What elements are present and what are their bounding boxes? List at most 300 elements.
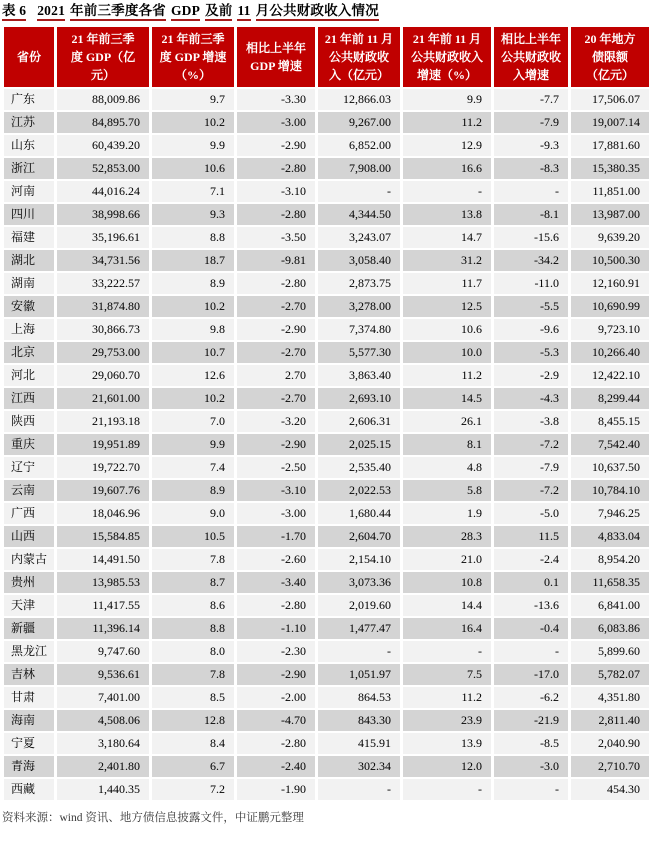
cell-fiscal_growth: - bbox=[403, 181, 491, 202]
cell-fiscal_growth: 10.6 bbox=[403, 319, 491, 340]
cell-debt_limit: 4,351.80 bbox=[571, 687, 649, 708]
cell-province: 黑龙江 bbox=[4, 641, 54, 662]
cell-province: 海南 bbox=[4, 710, 54, 731]
column-header-gdp_vs_h1: 相比上半年 GDP 增速 bbox=[237, 27, 315, 87]
cell-fiscal: 843.30 bbox=[318, 710, 400, 731]
table-title bbox=[2, 3, 650, 21]
cell-fiscal_vs_h1: - bbox=[494, 641, 568, 662]
table-row bbox=[4, 756, 649, 777]
cell-debt_limit: 2,710.70 bbox=[571, 756, 649, 777]
cell-fiscal_growth: - bbox=[403, 641, 491, 662]
cell-fiscal_growth: 7.5 bbox=[403, 664, 491, 685]
cell-fiscal: 415.91 bbox=[318, 733, 400, 754]
cell-gdp_vs_h1: -3.00 bbox=[237, 112, 315, 133]
table-row bbox=[4, 779, 649, 800]
cell-gdp_vs_h1: -2.90 bbox=[237, 434, 315, 455]
cell-fiscal_vs_h1: -8.1 bbox=[494, 204, 568, 225]
cell-province: 西藏 bbox=[4, 779, 54, 800]
cell-fiscal: 2,535.40 bbox=[318, 457, 400, 478]
cell-fiscal_growth: 8.1 bbox=[403, 434, 491, 455]
cell-gdp_vs_h1: -2.80 bbox=[237, 204, 315, 225]
cell-province: 云南 bbox=[4, 480, 54, 501]
cell-fiscal_vs_h1: - bbox=[494, 779, 568, 800]
cell-fiscal_growth: 16.6 bbox=[403, 158, 491, 179]
cell-fiscal: 3,863.40 bbox=[318, 365, 400, 386]
title-token: 表 6 bbox=[2, 3, 26, 21]
cell-province: 青海 bbox=[4, 756, 54, 777]
cell-province: 内蒙古 bbox=[4, 549, 54, 570]
table-row bbox=[4, 319, 649, 340]
cell-fiscal_vs_h1: -7.2 bbox=[494, 480, 568, 501]
cell-province: 山西 bbox=[4, 526, 54, 547]
cell-province: 宁夏 bbox=[4, 733, 54, 754]
cell-gdp_vs_h1: -2.70 bbox=[237, 296, 315, 317]
cell-fiscal_growth: 11.2 bbox=[403, 112, 491, 133]
cell-fiscal_vs_h1: -5.3 bbox=[494, 342, 568, 363]
cell-gdp_growth: 10.5 bbox=[152, 526, 234, 547]
cell-gdp_growth: 9.3 bbox=[152, 204, 234, 225]
cell-fiscal_vs_h1: -9.3 bbox=[494, 135, 568, 156]
table-row bbox=[4, 618, 649, 639]
table-row bbox=[4, 503, 649, 524]
cell-gdp_growth: 12.8 bbox=[152, 710, 234, 731]
cell-fiscal_vs_h1: -9.6 bbox=[494, 319, 568, 340]
cell-debt_limit: 2,040.90 bbox=[571, 733, 649, 754]
cell-debt_limit: 10,637.50 bbox=[571, 457, 649, 478]
cell-gdp: 31,874.80 bbox=[57, 296, 149, 317]
cell-fiscal_vs_h1: -17.0 bbox=[494, 664, 568, 685]
cell-gdp_vs_h1: -2.80 bbox=[237, 733, 315, 754]
table-row bbox=[4, 733, 649, 754]
cell-gdp_vs_h1: -3.50 bbox=[237, 227, 315, 248]
cell-province: 天津 bbox=[4, 595, 54, 616]
cell-fiscal_growth: 13.8 bbox=[403, 204, 491, 225]
table-row bbox=[4, 480, 649, 501]
table-row bbox=[4, 572, 649, 593]
cell-gdp_growth: 9.8 bbox=[152, 319, 234, 340]
cell-fiscal_growth: 21.0 bbox=[403, 549, 491, 570]
cell-gdp_vs_h1: -2.80 bbox=[237, 158, 315, 179]
cell-gdp_growth: 9.9 bbox=[152, 434, 234, 455]
cell-province: 北京 bbox=[4, 342, 54, 363]
table-row bbox=[4, 641, 649, 662]
cell-fiscal_growth: 12.9 bbox=[403, 135, 491, 156]
cell-fiscal: 1,051.97 bbox=[318, 664, 400, 685]
cell-fiscal_vs_h1: -6.2 bbox=[494, 687, 568, 708]
table-row bbox=[4, 204, 649, 225]
cell-province: 新疆 bbox=[4, 618, 54, 639]
column-header-fiscal_vs_h1: 相比上半年 公共财政收 入增速 bbox=[494, 27, 568, 87]
cell-province: 江西 bbox=[4, 388, 54, 409]
cell-fiscal: - bbox=[318, 779, 400, 800]
cell-gdp_growth: 7.1 bbox=[152, 181, 234, 202]
cell-fiscal: 3,243.07 bbox=[318, 227, 400, 248]
cell-fiscal_growth: 11.7 bbox=[403, 273, 491, 294]
cell-fiscal_vs_h1: -7.9 bbox=[494, 112, 568, 133]
cell-debt_limit: 454.30 bbox=[571, 779, 649, 800]
cell-gdp_growth: 8.8 bbox=[152, 227, 234, 248]
cell-gdp: 1,440.35 bbox=[57, 779, 149, 800]
cell-gdp: 60,439.20 bbox=[57, 135, 149, 156]
table-header-row bbox=[4, 27, 649, 87]
cell-fiscal_vs_h1: -2.4 bbox=[494, 549, 568, 570]
table-row bbox=[4, 250, 649, 271]
cell-fiscal_growth: - bbox=[403, 779, 491, 800]
cell-gdp_vs_h1: -3.20 bbox=[237, 411, 315, 432]
cell-fiscal_vs_h1: 0.1 bbox=[494, 572, 568, 593]
cell-debt_limit: 9,723.10 bbox=[571, 319, 649, 340]
cell-gdp_growth: 7.2 bbox=[152, 779, 234, 800]
cell-gdp: 44,016.24 bbox=[57, 181, 149, 202]
table-header bbox=[4, 27, 649, 87]
cell-gdp_vs_h1: -2.90 bbox=[237, 135, 315, 156]
cell-debt_limit: 7,542.40 bbox=[571, 434, 649, 455]
cell-gdp_growth: 9.0 bbox=[152, 503, 234, 524]
table-row bbox=[4, 388, 649, 409]
cell-fiscal: 4,344.50 bbox=[318, 204, 400, 225]
cell-fiscal: 3,058.40 bbox=[318, 250, 400, 271]
cell-province: 陕西 bbox=[4, 411, 54, 432]
cell-gdp: 34,731.56 bbox=[57, 250, 149, 271]
cell-fiscal_growth: 1.9 bbox=[403, 503, 491, 524]
cell-province: 贵州 bbox=[4, 572, 54, 593]
cell-gdp_growth: 8.8 bbox=[152, 618, 234, 639]
cell-fiscal_vs_h1: -4.3 bbox=[494, 388, 568, 409]
cell-gdp: 33,222.57 bbox=[57, 273, 149, 294]
cell-gdp_vs_h1: -3.00 bbox=[237, 503, 315, 524]
table-row bbox=[4, 342, 649, 363]
cell-fiscal_growth: 16.4 bbox=[403, 618, 491, 639]
cell-fiscal: 3,073.36 bbox=[318, 572, 400, 593]
cell-gdp: 29,753.00 bbox=[57, 342, 149, 363]
column-header-fiscal: 21 年前 11 月 公共财政收 入（亿元） bbox=[318, 27, 400, 87]
cell-fiscal_vs_h1: -3.8 bbox=[494, 411, 568, 432]
cell-debt_limit: 11,851.00 bbox=[571, 181, 649, 202]
cell-gdp_vs_h1: -4.70 bbox=[237, 710, 315, 731]
cell-gdp_vs_h1: -3.30 bbox=[237, 89, 315, 110]
cell-fiscal: 6,852.00 bbox=[318, 135, 400, 156]
cell-gdp_growth: 8.9 bbox=[152, 480, 234, 501]
cell-fiscal_vs_h1: -7.7 bbox=[494, 89, 568, 110]
table-row bbox=[4, 457, 649, 478]
cell-province: 辽宁 bbox=[4, 457, 54, 478]
cell-province: 河北 bbox=[4, 365, 54, 386]
cell-gdp_growth: 8.5 bbox=[152, 687, 234, 708]
column-header-fiscal_growth: 21 年前 11 月 公共财政收入 增速（%） bbox=[403, 27, 491, 87]
cell-fiscal_vs_h1: -7.2 bbox=[494, 434, 568, 455]
cell-gdp_growth: 10.2 bbox=[152, 388, 234, 409]
cell-province: 吉林 bbox=[4, 664, 54, 685]
cell-gdp_vs_h1: -3.10 bbox=[237, 181, 315, 202]
cell-gdp: 3,180.64 bbox=[57, 733, 149, 754]
cell-gdp: 19,722.70 bbox=[57, 457, 149, 478]
cell-debt_limit: 11,658.35 bbox=[571, 572, 649, 593]
cell-gdp: 29,060.70 bbox=[57, 365, 149, 386]
cell-fiscal: 7,908.00 bbox=[318, 158, 400, 179]
cell-debt_limit: 6,083.86 bbox=[571, 618, 649, 639]
cell-gdp_vs_h1: -2.30 bbox=[237, 641, 315, 662]
cell-gdp_vs_h1: -1.70 bbox=[237, 526, 315, 547]
cell-gdp: 2,401.80 bbox=[57, 756, 149, 777]
cell-gdp: 11,417.55 bbox=[57, 595, 149, 616]
cell-fiscal_vs_h1: -0.4 bbox=[494, 618, 568, 639]
table-row bbox=[4, 227, 649, 248]
cell-fiscal: 1,680.44 bbox=[318, 503, 400, 524]
table-row bbox=[4, 273, 649, 294]
cell-province: 重庆 bbox=[4, 434, 54, 455]
column-header-gdp: 21 年前三季 度 GDP（亿 元） bbox=[57, 27, 149, 87]
cell-debt_limit: 5,782.07 bbox=[571, 664, 649, 685]
cell-fiscal_growth: 31.2 bbox=[403, 250, 491, 271]
cell-province: 福建 bbox=[4, 227, 54, 248]
cell-gdp: 21,193.18 bbox=[57, 411, 149, 432]
cell-fiscal_vs_h1: -3.0 bbox=[494, 756, 568, 777]
cell-gdp_vs_h1: -1.10 bbox=[237, 618, 315, 639]
cell-debt_limit: 2,811.40 bbox=[571, 710, 649, 731]
cell-gdp_growth: 18.7 bbox=[152, 250, 234, 271]
cell-gdp_vs_h1: -2.70 bbox=[237, 388, 315, 409]
cell-debt_limit: 8,455.15 bbox=[571, 411, 649, 432]
cell-gdp_growth: 8.4 bbox=[152, 733, 234, 754]
cell-gdp_growth: 10.7 bbox=[152, 342, 234, 363]
cell-debt_limit: 19,007.14 bbox=[571, 112, 649, 133]
cell-gdp_vs_h1: -9.81 bbox=[237, 250, 315, 271]
cell-gdp: 7,401.00 bbox=[57, 687, 149, 708]
cell-fiscal_growth: 11.2 bbox=[403, 365, 491, 386]
cell-fiscal: 864.53 bbox=[318, 687, 400, 708]
cell-gdp: 11,396.14 bbox=[57, 618, 149, 639]
cell-gdp: 9,536.61 bbox=[57, 664, 149, 685]
cell-province: 湖北 bbox=[4, 250, 54, 271]
cell-province: 甘肃 bbox=[4, 687, 54, 708]
table-row bbox=[4, 89, 649, 110]
cell-fiscal: 5,577.30 bbox=[318, 342, 400, 363]
cell-province: 浙江 bbox=[4, 158, 54, 179]
cell-fiscal_growth: 11.2 bbox=[403, 687, 491, 708]
cell-fiscal: 302.34 bbox=[318, 756, 400, 777]
cell-fiscal: 2,025.15 bbox=[318, 434, 400, 455]
table-row bbox=[4, 549, 649, 570]
cell-debt_limit: 12,422.10 bbox=[571, 365, 649, 386]
cell-gdp_growth: 7.4 bbox=[152, 457, 234, 478]
cell-gdp_vs_h1: -1.90 bbox=[237, 779, 315, 800]
cell-gdp: 19,951.89 bbox=[57, 434, 149, 455]
cell-gdp_growth: 12.6 bbox=[152, 365, 234, 386]
cell-province: 上海 bbox=[4, 319, 54, 340]
cell-gdp_growth: 9.9 bbox=[152, 135, 234, 156]
cell-gdp_vs_h1: -2.80 bbox=[237, 273, 315, 294]
cell-debt_limit: 5,899.60 bbox=[571, 641, 649, 662]
cell-province: 广东 bbox=[4, 89, 54, 110]
cell-gdp: 9,747.60 bbox=[57, 641, 149, 662]
cell-fiscal_growth: 14.7 bbox=[403, 227, 491, 248]
cell-fiscal_vs_h1: - bbox=[494, 181, 568, 202]
cell-fiscal_vs_h1: -8.5 bbox=[494, 733, 568, 754]
title-token: 月公共财政收入情况 bbox=[256, 3, 379, 21]
gdp-fiscal-table bbox=[1, 25, 651, 802]
cell-fiscal: 1,477.47 bbox=[318, 618, 400, 639]
cell-gdp: 18,046.96 bbox=[57, 503, 149, 524]
cell-gdp: 88,009.86 bbox=[57, 89, 149, 110]
cell-fiscal: - bbox=[318, 641, 400, 662]
title-token: 2021 bbox=[37, 3, 65, 21]
cell-fiscal_growth: 28.3 bbox=[403, 526, 491, 547]
cell-gdp: 14,491.50 bbox=[57, 549, 149, 570]
cell-gdp_vs_h1: -2.90 bbox=[237, 664, 315, 685]
cell-gdp_growth: 10.2 bbox=[152, 112, 234, 133]
cell-debt_limit: 10,266.40 bbox=[571, 342, 649, 363]
table-row bbox=[4, 112, 649, 133]
cell-gdp_growth: 10.2 bbox=[152, 296, 234, 317]
cell-gdp_growth: 7.8 bbox=[152, 549, 234, 570]
cell-fiscal: 9,267.00 bbox=[318, 112, 400, 133]
title-token: 及前 bbox=[205, 3, 232, 21]
cell-gdp_vs_h1: -3.10 bbox=[237, 480, 315, 501]
cell-fiscal: - bbox=[318, 181, 400, 202]
cell-debt_limit: 8,299.44 bbox=[571, 388, 649, 409]
cell-province: 河南 bbox=[4, 181, 54, 202]
cell-gdp_vs_h1: -2.40 bbox=[237, 756, 315, 777]
cell-debt_limit: 15,380.35 bbox=[571, 158, 649, 179]
cell-gdp_growth: 7.8 bbox=[152, 664, 234, 685]
cell-fiscal: 2,873.75 bbox=[318, 273, 400, 294]
cell-gdp_vs_h1: -2.50 bbox=[237, 457, 315, 478]
cell-fiscal_growth: 9.9 bbox=[403, 89, 491, 110]
cell-fiscal_vs_h1: -34.2 bbox=[494, 250, 568, 271]
table-row bbox=[4, 158, 649, 179]
cell-gdp: 19,607.76 bbox=[57, 480, 149, 501]
cell-debt_limit: 10,500.30 bbox=[571, 250, 649, 271]
cell-fiscal_vs_h1: -7.9 bbox=[494, 457, 568, 478]
cell-fiscal: 7,374.80 bbox=[318, 319, 400, 340]
cell-fiscal_growth: 14.5 bbox=[403, 388, 491, 409]
cell-fiscal_growth: 14.4 bbox=[403, 595, 491, 616]
cell-gdp_growth: 10.6 bbox=[152, 158, 234, 179]
cell-province: 山东 bbox=[4, 135, 54, 156]
table-row bbox=[4, 664, 649, 685]
cell-gdp: 30,866.73 bbox=[57, 319, 149, 340]
cell-debt_limit: 12,160.91 bbox=[571, 273, 649, 294]
table-row bbox=[4, 526, 649, 547]
cell-fiscal_vs_h1: -11.0 bbox=[494, 273, 568, 294]
cell-province: 湖南 bbox=[4, 273, 54, 294]
table-row bbox=[4, 411, 649, 432]
cell-debt_limit: 10,784.10 bbox=[571, 480, 649, 501]
cell-province: 安徽 bbox=[4, 296, 54, 317]
cell-debt_limit: 6,841.00 bbox=[571, 595, 649, 616]
cell-debt_limit: 13,987.00 bbox=[571, 204, 649, 225]
cell-gdp_vs_h1: -2.70 bbox=[237, 342, 315, 363]
cell-gdp: 38,998.66 bbox=[57, 204, 149, 225]
cell-fiscal: 2,606.31 bbox=[318, 411, 400, 432]
table-row bbox=[4, 595, 649, 616]
cell-gdp_vs_h1: -2.00 bbox=[237, 687, 315, 708]
cell-province: 四川 bbox=[4, 204, 54, 225]
cell-gdp_growth: 6.7 bbox=[152, 756, 234, 777]
cell-fiscal: 12,866.03 bbox=[318, 89, 400, 110]
cell-gdp: 15,584.85 bbox=[57, 526, 149, 547]
cell-gdp_growth: 8.7 bbox=[152, 572, 234, 593]
cell-gdp_vs_h1: -2.60 bbox=[237, 549, 315, 570]
table-row bbox=[4, 296, 649, 317]
table-row bbox=[4, 710, 649, 731]
cell-fiscal: 2,604.70 bbox=[318, 526, 400, 547]
cell-gdp_vs_h1: -2.90 bbox=[237, 319, 315, 340]
cell-gdp: 21,601.00 bbox=[57, 388, 149, 409]
cell-gdp: 13,985.53 bbox=[57, 572, 149, 593]
cell-fiscal_growth: 10.0 bbox=[403, 342, 491, 363]
cell-province: 江苏 bbox=[4, 112, 54, 133]
title-token: 年前三季度各省 bbox=[70, 3, 166, 21]
cell-gdp_growth: 9.7 bbox=[152, 89, 234, 110]
cell-province: 广西 bbox=[4, 503, 54, 524]
cell-fiscal_vs_h1: 11.5 bbox=[494, 526, 568, 547]
cell-fiscal_growth: 12.0 bbox=[403, 756, 491, 777]
column-header-gdp_growth: 21 年前三季 度 GDP 增速 （%） bbox=[152, 27, 234, 87]
cell-gdp: 35,196.61 bbox=[57, 227, 149, 248]
cell-fiscal_growth: 5.8 bbox=[403, 480, 491, 501]
cell-gdp_growth: 8.0 bbox=[152, 641, 234, 662]
cell-fiscal: 2,022.53 bbox=[318, 480, 400, 501]
cell-debt_limit: 8,954.20 bbox=[571, 549, 649, 570]
cell-fiscal_vs_h1: -15.6 bbox=[494, 227, 568, 248]
cell-debt_limit: 7,946.25 bbox=[571, 503, 649, 524]
cell-fiscal_vs_h1: -13.6 bbox=[494, 595, 568, 616]
cell-fiscal_growth: 23.9 bbox=[403, 710, 491, 731]
cell-gdp_growth: 8.9 bbox=[152, 273, 234, 294]
cell-gdp_vs_h1: 2.70 bbox=[237, 365, 315, 386]
cell-gdp_growth: 7.0 bbox=[152, 411, 234, 432]
cell-fiscal_growth: 4.8 bbox=[403, 457, 491, 478]
cell-fiscal_vs_h1: -8.3 bbox=[494, 158, 568, 179]
cell-fiscal: 3,278.00 bbox=[318, 296, 400, 317]
cell-gdp: 84,895.70 bbox=[57, 112, 149, 133]
table-row bbox=[4, 687, 649, 708]
cell-gdp: 4,508.06 bbox=[57, 710, 149, 731]
cell-fiscal_growth: 26.1 bbox=[403, 411, 491, 432]
cell-fiscal_vs_h1: -5.0 bbox=[494, 503, 568, 524]
cell-debt_limit: 17,881.60 bbox=[571, 135, 649, 156]
source-note: 资料来源：wind 资讯、地方债信息披露文件，中证鹏元整理 bbox=[2, 812, 304, 824]
cell-debt_limit: 4,833.04 bbox=[571, 526, 649, 547]
cell-debt_limit: 10,690.99 bbox=[571, 296, 649, 317]
table-row bbox=[4, 365, 649, 386]
cell-fiscal: 2,019.60 bbox=[318, 595, 400, 616]
cell-fiscal_growth: 12.5 bbox=[403, 296, 491, 317]
table-body bbox=[4, 89, 649, 800]
title-token: 11 bbox=[237, 3, 250, 21]
cell-fiscal_vs_h1: -5.5 bbox=[494, 296, 568, 317]
title-token: GDP bbox=[171, 3, 200, 21]
table-row bbox=[4, 434, 649, 455]
cell-gdp_growth: 8.6 bbox=[152, 595, 234, 616]
table-row bbox=[4, 181, 649, 202]
cell-debt_limit: 9,639.20 bbox=[571, 227, 649, 248]
cell-gdp_vs_h1: -2.80 bbox=[237, 595, 315, 616]
column-header-province: 省份 bbox=[4, 27, 54, 87]
table-row bbox=[4, 135, 649, 156]
cell-fiscal: 2,154.10 bbox=[318, 549, 400, 570]
cell-fiscal_vs_h1: -2.9 bbox=[494, 365, 568, 386]
cell-gdp_vs_h1: -3.40 bbox=[237, 572, 315, 593]
cell-fiscal_growth: 13.9 bbox=[403, 733, 491, 754]
cell-fiscal_vs_h1: -21.9 bbox=[494, 710, 568, 731]
cell-fiscal_growth: 10.8 bbox=[403, 572, 491, 593]
cell-gdp: 52,853.00 bbox=[57, 158, 149, 179]
cell-fiscal: 2,693.10 bbox=[318, 388, 400, 409]
cell-debt_limit: 17,506.07 bbox=[571, 89, 649, 110]
column-header-debt_limit: 20 年地方 债限额 （亿元） bbox=[571, 27, 649, 87]
